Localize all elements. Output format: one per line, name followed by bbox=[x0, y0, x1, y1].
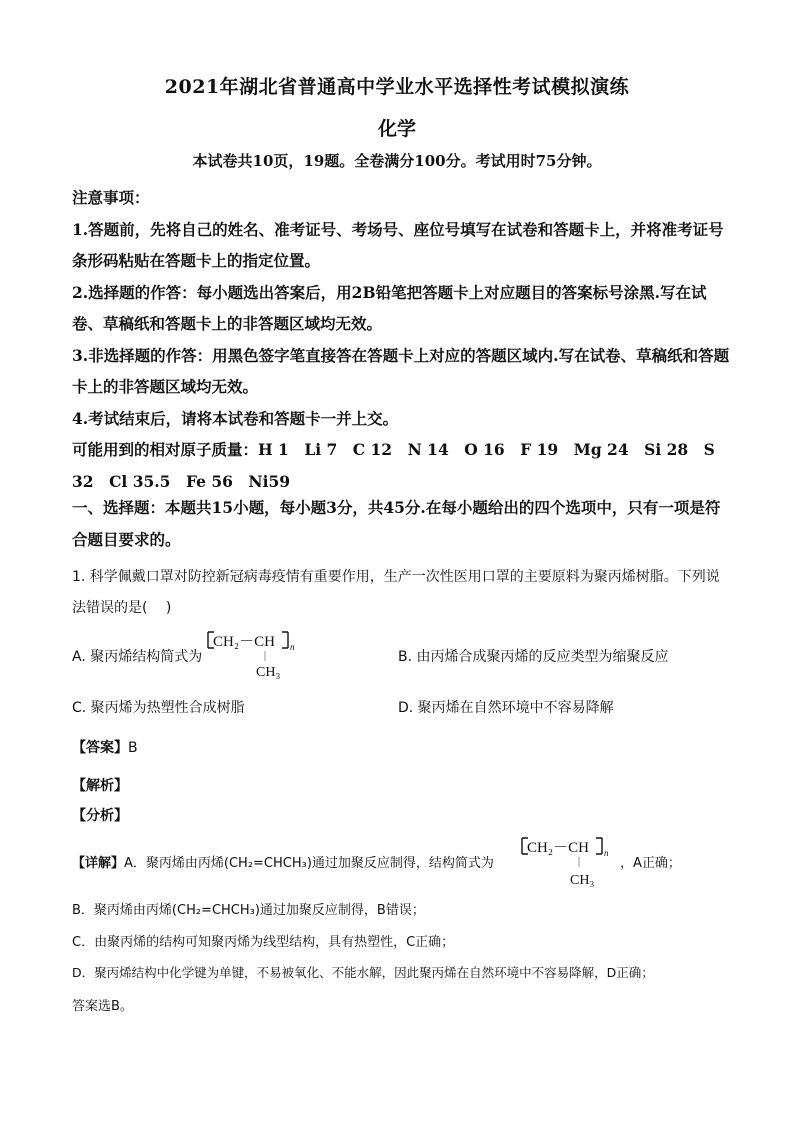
formula-n-detail: n bbox=[604, 848, 609, 858]
question-1-stem-text: 1. 科学佩戴口罩对防控新冠病毒疫情有重要作用，生产一次性医用口罩的主要原料为聚丙烯树脂。下列说法错误的是( ) bbox=[72, 569, 720, 616]
option-d bbox=[398, 697, 614, 717]
formula-graphic-a bbox=[204, 628, 304, 684]
formula-sub-detail: CH₃ bbox=[570, 873, 595, 888]
detail-a-post: ，A正确； bbox=[620, 856, 681, 871]
conclusion-line: 答案选B。 bbox=[72, 999, 133, 1014]
answer-label: 【答案】 bbox=[72, 740, 128, 756]
exam-info: 本试卷共10页，19题。全卷满分100分。考试用时75分钟。 bbox=[192, 152, 602, 170]
fenxi-label: 【分析】 bbox=[72, 808, 128, 824]
note-item-1: 1.答题前，先将自己的姓名、准考证号、考场号、座位号填写在试卷和答题卡上，并将准考证号条形码粘贴在答题卡上的指定位置。 bbox=[72, 219, 724, 270]
formula-main-detail: CH₂－CH bbox=[527, 840, 589, 856]
option-a-text: A. 聚丙烯结构简式为 bbox=[72, 649, 203, 665]
detail-d-line: D．聚丙烯结构中化学键为单键，不易被氧化、不能水解，因此聚丙烯在自然环境中不容易降解，D正确； bbox=[72, 965, 654, 980]
detail-c-line: C．由聚丙烯的结构可知聚丙烯为线型结构，具有热塑性，C正确； bbox=[72, 935, 455, 950]
formula-sub-a: CH₃ bbox=[256, 665, 281, 680]
detail-a-line bbox=[72, 852, 494, 871]
notes-heading: 注意事项： bbox=[72, 188, 150, 207]
formula-n-a: n bbox=[290, 642, 295, 652]
exam-title: 2021年湖北省普通高中学业水平选择性考试模拟演练 bbox=[164, 76, 630, 98]
detail-a-pre: A．聚丙烯由丙烯(CH₂=CHCH₃)通过加聚反应制得，结构简式为 bbox=[124, 856, 494, 871]
option-d-text: D. 聚丙烯在自然环境中不容易降解 bbox=[398, 700, 614, 716]
detail-b-line: B．聚丙烯由丙烯(CH₂=CHCH₃)通过加聚反应制得，B错误； bbox=[72, 903, 425, 918]
analysis-label: 【解析】 bbox=[72, 778, 128, 794]
polypropylene-formula-a bbox=[204, 628, 304, 689]
section-heading-text: 一、选择题：本题共15小题，每小题3分，共45分.在每小题给出的四个选项中，只有一项是符合题目要求的。 bbox=[72, 498, 721, 549]
section-heading bbox=[72, 492, 732, 555]
option-c bbox=[72, 697, 245, 717]
answer-line bbox=[72, 737, 138, 757]
subject-title: 化学 bbox=[377, 118, 416, 140]
option-b-text: B. 由丙烯合成聚丙烯的反应类型为缩聚反应 bbox=[398, 649, 669, 665]
detail-label: 【详解】 bbox=[72, 856, 125, 871]
note-item-4: 4.考试结束后，请将本试卷和答题卡一并上交。 bbox=[72, 408, 399, 428]
answer-value: B bbox=[128, 740, 138, 756]
polypropylene-formula-detail bbox=[518, 834, 618, 895]
note-item-2: 2.选择题的作答：每小题选出答案后，用2B铅笔把答题卡上对应题目的答案标号涂黑.写在试卷、草稿纸和答题卡上的非答题区域均无效。 bbox=[72, 282, 707, 333]
question-1-stem bbox=[72, 562, 732, 624]
option-a bbox=[72, 646, 202, 666]
formula-graphic-detail bbox=[518, 834, 618, 890]
notes-section bbox=[72, 182, 732, 497]
atomic-mass-line: 可能用到的相对原子质量：H 1 Li 7 C 12 N 14 O 16 F 19 Mg 24 Si 28 S 32 Cl 35.5 Fe 56 Ni59 bbox=[72, 440, 715, 491]
option-c-text: C. 聚丙烯为热塑性合成树脂 bbox=[72, 700, 245, 716]
formula-main-a: CH₂－CH bbox=[213, 634, 275, 650]
note-item-3: 3.非选择题的作答：用黑色签字笔直接答在答题卡上对应的答题区域内.写在试卷、草稿纸和答题卡上的非答题区域均无效。 bbox=[72, 345, 730, 396]
option-b bbox=[398, 646, 669, 666]
